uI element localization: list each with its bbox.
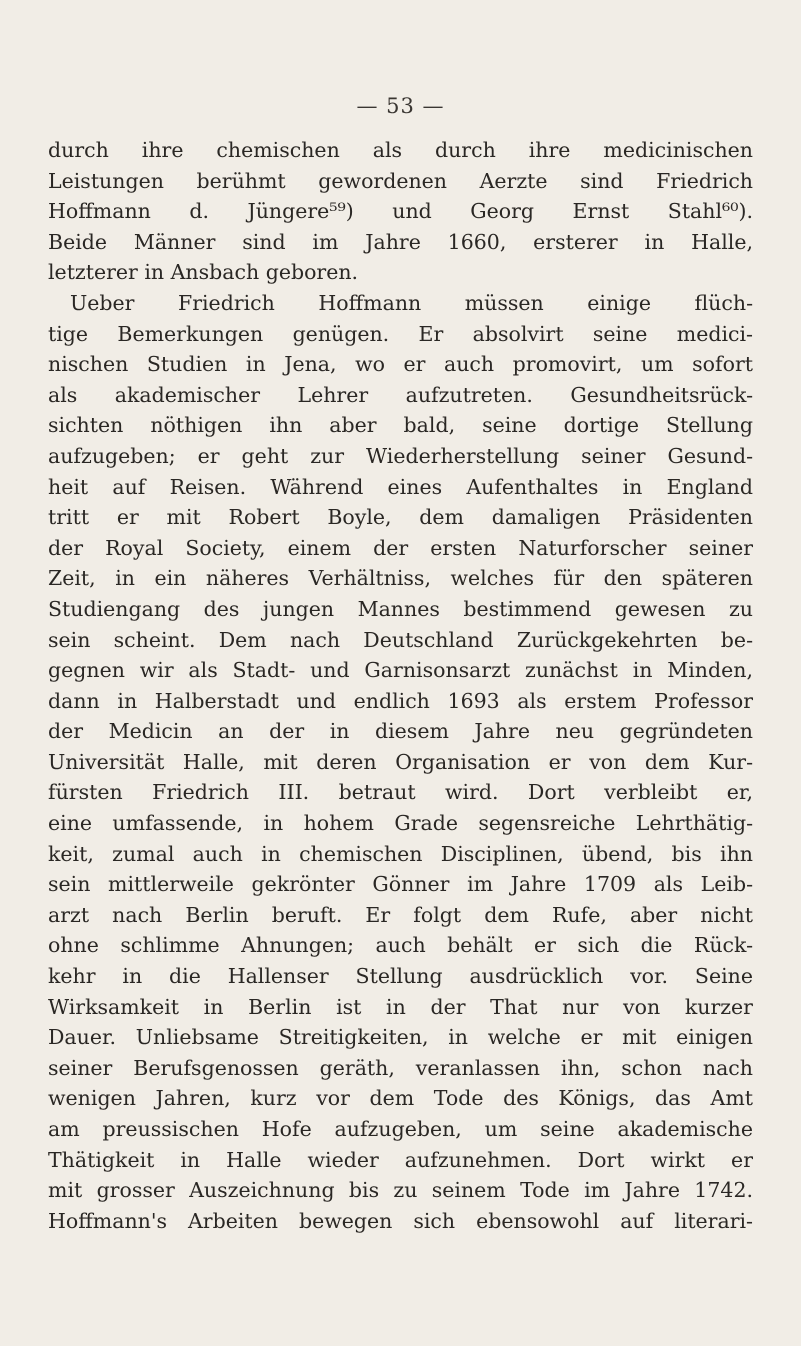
text-line: kehr in die Hallenser Stellung ausdrücklich vor. Seine	[48, 964, 753, 989]
text-line: Wirksamkeit in Berlin ist in der That nur von kurzer	[48, 994, 753, 1019]
text-line: dann in Halberstadt und endlich 1693 als erstem Professor	[48, 688, 753, 713]
text-line: nischen Studien in Jena, wo er auch promovirt, um sofort	[48, 352, 753, 377]
text-line: der Royal Society, einem der ersten Naturforscher seiner	[48, 535, 753, 560]
text-line: als akademischer Lehrer aufzutreten. Gesundheitsrück-	[48, 382, 753, 407]
text-line: der Medicin an der in diesem Jahre neu gegründeten	[48, 719, 753, 744]
text-line: Hoffmann's Arbeiten bewegen sich ebensowohl auf literari-	[48, 1208, 753, 1233]
page-number: — 53 —	[356, 94, 445, 118]
text-line: sichten nöthigen ihn aber bald, seine dortige Stellung	[48, 413, 753, 438]
text-line: durch ihre chemischen als durch ihre medicinischen	[48, 138, 753, 162]
text-line: Ueber Friedrich Hoffmann müssen einige flüch-	[70, 290, 753, 315]
text-line: tige Bemerkungen genügen. Er absolvirt seine medici-	[48, 321, 753, 346]
text-line: letzterer in Ansbach geboren.	[48, 260, 359, 285]
text-line: Dauer. Unliebsame Streitigkeiten, in welche er mit einigen	[48, 1025, 753, 1050]
text-line: sein scheint. Dem nach Deutschland Zurückgekehrten be-	[48, 627, 753, 652]
text-line: arzt nach Berlin beruft. Er folgt dem Rufe, aber nicht	[48, 902, 753, 927]
text-line: sein mittlerweile gekrönter Gönner im Jahre 1709 als Leib-	[48, 872, 753, 897]
text-line: aufzugeben; er geht zur Wiederherstellung seiner Gesund-	[48, 443, 753, 468]
text-line: eine umfassende, in hohem Grade segensreiche Lehrthätig-	[48, 811, 753, 836]
body-text	[48, 135, 753, 1236]
text-line: Leistungen berühmt gewordenen Aerzte sind Friedrich	[48, 168, 753, 193]
text-line: Universität Halle, mit deren Organisation er von dem Kur-	[48, 749, 753, 774]
text-line: Studiengang des jungen Mannes bestimmend gewesen zu	[48, 596, 753, 621]
text-line: gegnen wir als Stadt- und Garnisonsarzt zunächst in Minden,	[48, 658, 753, 683]
text-line: ohne schlimme Ahnungen; auch behält er sich die Rück-	[48, 933, 753, 958]
text-line: mit grosser Auszeichnung bis zu seinem Tode im Jahre 1742.	[48, 1178, 753, 1203]
text-line: Beide Männer sind im Jahre 1660, ersterer in Halle,	[48, 229, 753, 254]
text-line: tritt er mit Robert Boyle, dem damaligen Präsidenten	[48, 505, 753, 530]
text-line: seiner Berufsgenossen geräth, veranlassen ihn, schon nach	[48, 1055, 753, 1080]
text-line: keit, zumal auch in chemischen Disciplinen, übend, bis ihn	[48, 841, 753, 866]
text-line: Hoffmann d. Jüngere⁵⁹) und Georg Ernst Stahl⁶⁰).	[48, 199, 753, 224]
text-line: fürsten Friedrich III. betraut wird. Dort verbleibt er,	[48, 780, 753, 805]
text-line: Zeit, in ein näheres Verhältniss, welches für den späteren	[48, 566, 753, 591]
text-line: heit auf Reisen. Während eines Aufenthaltes in England	[48, 474, 753, 499]
text-line: Thätigkeit in Halle wieder aufzunehmen. Dort wirkt er	[48, 1147, 753, 1172]
text-line: am preussischen Hofe aufzugeben, um seine akademische	[48, 1117, 753, 1141]
text-line: wenigen Jahren, kurz vor dem Tode des Königs, das Amt	[48, 1086, 753, 1111]
